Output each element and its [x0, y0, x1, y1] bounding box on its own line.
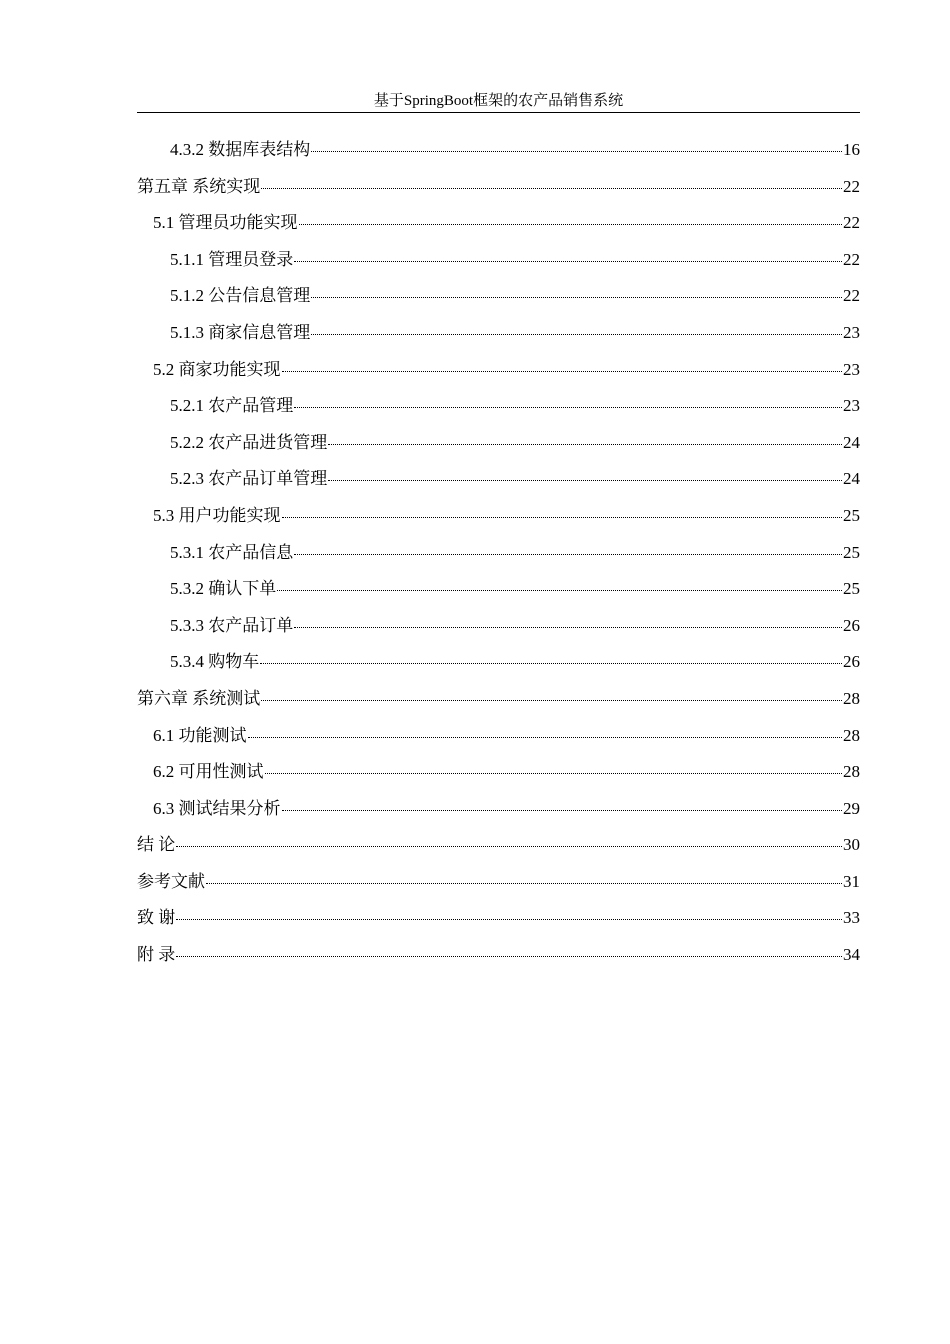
toc-dot-leader — [265, 772, 843, 774]
toc-entry-page-number: 22 — [843, 286, 860, 306]
toc-entry[interactable] — [137, 539, 860, 576]
toc-entry[interactable] — [137, 392, 860, 429]
toc-dot-leader — [311, 296, 842, 298]
toc-entry[interactable] — [137, 831, 860, 868]
toc-entry[interactable] — [137, 282, 860, 319]
toc-dot-leader — [294, 626, 842, 628]
header-title: 基于SpringBoot框架的农产品销售系统 — [373, 93, 624, 109]
toc-entry-title: 5.2 商家功能实现 — [153, 359, 281, 379]
toc-dot-leader — [294, 553, 842, 555]
toc-entry-page-number: 23 — [843, 396, 860, 416]
toc-entry[interactable] — [137, 685, 860, 722]
toc-entry[interactable] — [137, 758, 860, 795]
toc-entry-title: 6.1 功能测试 — [153, 725, 247, 745]
toc-entry-title: 5.3 用户功能实现 — [153, 505, 281, 525]
toc-entry[interactable] — [137, 648, 860, 685]
toc-dot-leader — [277, 589, 842, 591]
toc-entry-page-number: 22 — [843, 213, 860, 233]
toc-dot-leader — [311, 150, 842, 152]
toc-entry-page-number: 28 — [843, 725, 860, 745]
toc-entry-title: 5.1.1 管理员登录 — [170, 249, 294, 269]
toc-entry[interactable] — [137, 429, 860, 466]
toc-entry-page-number: 24 — [843, 432, 860, 452]
toc-entry-title: 附 录 — [137, 945, 176, 965]
toc-dot-leader — [282, 370, 843, 372]
toc-dot-leader — [261, 699, 842, 701]
toc-entry-title: 5.2.2 农产品进货管理 — [170, 432, 328, 452]
toc-dot-leader — [294, 260, 842, 262]
toc-dot-leader — [260, 662, 842, 664]
toc-entry-title: 5.1.3 商家信息管理 — [170, 322, 311, 342]
toc-entry[interactable] — [137, 136, 860, 173]
toc-entry[interactable] — [137, 319, 860, 356]
toc-entry-page-number: 29 — [843, 798, 860, 818]
toc-entry[interactable] — [137, 722, 860, 759]
toc-entry-page-number: 23 — [843, 322, 860, 342]
toc-dot-leader — [176, 845, 842, 847]
toc-dot-leader — [294, 406, 842, 408]
toc-dot-leader — [328, 479, 842, 481]
toc-entry-page-number: 26 — [843, 615, 860, 635]
toc-dot-leader — [282, 809, 843, 811]
toc-dot-leader — [299, 223, 843, 225]
toc-dot-leader — [328, 443, 842, 445]
toc-entry[interactable] — [137, 868, 860, 905]
toc-entry[interactable] — [137, 795, 860, 832]
toc-entry-title: 5.3.3 农产品订单 — [170, 615, 294, 635]
toc-entry-title: 5.3.2 确认下单 — [170, 579, 277, 599]
toc-entry[interactable] — [137, 575, 860, 612]
toc-entry-title: 5.3.4 购物车 — [170, 652, 260, 672]
toc-entry-page-number: 25 — [843, 505, 860, 525]
toc-entry-title: 5.1.2 公告信息管理 — [170, 286, 311, 306]
toc-entry-page-number: 22 — [843, 249, 860, 269]
toc-entry-page-number: 34 — [843, 945, 860, 965]
toc-dot-leader — [248, 736, 843, 738]
toc-entry[interactable] — [137, 502, 860, 539]
toc-entry-page-number: 24 — [843, 469, 860, 489]
toc-entry-page-number: 31 — [843, 871, 860, 891]
toc-dot-leader — [206, 882, 842, 884]
toc-dot-leader — [311, 333, 842, 335]
toc-dot-leader — [261, 187, 842, 189]
toc-entry[interactable] — [137, 904, 860, 941]
toc-entry-title: 参考文献 — [137, 871, 205, 891]
toc-entry-page-number: 30 — [843, 835, 860, 855]
toc-entry-title: 5.1 管理员功能实现 — [153, 213, 298, 233]
toc-entry[interactable] — [137, 246, 860, 283]
toc-dot-leader — [176, 918, 842, 920]
toc-dot-leader — [176, 955, 842, 957]
toc-entry-title: 致 谢 — [137, 908, 176, 928]
toc-entry-page-number: 22 — [843, 176, 860, 196]
toc-entry-title: 第六章 系统测试 — [137, 688, 261, 708]
toc-entry[interactable] — [137, 209, 860, 246]
toc-entry-page-number: 23 — [843, 359, 860, 379]
toc-entry-page-number: 16 — [843, 140, 860, 159]
toc-entry[interactable] — [137, 173, 860, 210]
table-of-contents — [137, 136, 860, 978]
toc-entry-title: 结 论 — [137, 835, 176, 855]
toc-entry-title: 4.3.2 数据库表结构 — [170, 140, 311, 159]
page-header — [137, 90, 860, 113]
toc-entry[interactable] — [137, 941, 860, 978]
toc-entry-title: 5.2.3 农产品订单管理 — [170, 469, 328, 489]
toc-entry-page-number: 28 — [843, 688, 860, 708]
toc-entry-title: 5.2.1 农产品管理 — [170, 396, 294, 416]
toc-entry-page-number: 28 — [843, 762, 860, 782]
toc-entry[interactable] — [137, 612, 860, 649]
toc-entry-title: 6.3 测试结果分析 — [153, 798, 281, 818]
toc-entry-page-number: 33 — [843, 908, 860, 928]
toc-entry-page-number: 25 — [843, 542, 860, 562]
toc-dot-leader — [282, 516, 843, 518]
toc-entry-page-number: 25 — [843, 579, 860, 599]
toc-entry-title: 5.3.1 农产品信息 — [170, 542, 294, 562]
toc-entry[interactable] — [137, 356, 860, 393]
toc-entry-page-number: 26 — [843, 652, 860, 672]
toc-entry-title: 第五章 系统实现 — [137, 176, 261, 196]
toc-entry[interactable] — [137, 465, 860, 502]
toc-entry-title: 6.2 可用性测试 — [153, 762, 264, 782]
